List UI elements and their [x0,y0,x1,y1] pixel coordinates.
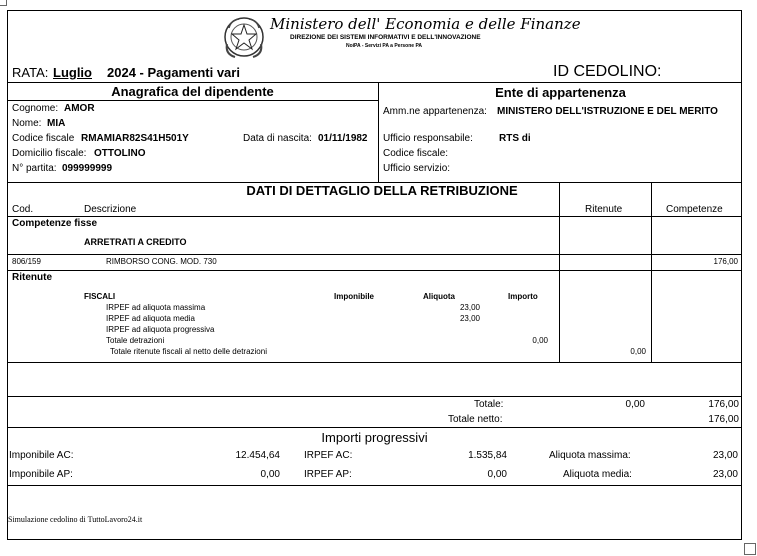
anagrafica-title: Anagrafica del dipendente [111,84,274,99]
aliquota-media-value: 23,00 [712,469,738,480]
irpef-ap-value: 0,00 [487,469,507,480]
ufficio-servizio-label: Ufficio servizio: [383,163,451,174]
nome-value: MIA [47,118,66,129]
data-nascita-label: Data di nascita: [243,133,312,144]
ministry-title: Ministero dell' Economia e delle Finanze [270,15,581,33]
totale-detrazioni-label: Totale detrazioni [106,336,165,345]
irpef-media-value: 23,00 [459,314,480,323]
totale-label: Totale: [474,399,504,410]
domicilio-value: OTTOLINO [94,148,146,159]
ufficio-responsabile-label: Ufficio responsabile: [383,133,473,144]
partita-value: 099999999 [62,163,113,174]
republic-emblem-icon [221,14,267,60]
data-nascita-value: 01/11/1982 [318,133,368,144]
totale-ritenute-value: 0,00 [625,399,645,410]
imponibile-ac-label: Imponibile AC: [9,450,74,461]
ente-title: Ente di appartenenza [495,85,626,100]
importo-col: Importo [508,292,538,301]
imponibile-ac-value: 12.454,64 [235,450,280,461]
dettaglio-title: DATI DI DETTAGLIO DELLA RETRIBUZIONE [246,183,518,198]
irpef-progressiva-label: IRPEF ad aliquota progressiva [106,325,215,334]
totale-ritenute-fiscali-value: 0,00 [630,347,646,356]
arretrati-subheading: ARRETRATI A CREDITO [84,237,187,247]
totale-netto-label: Totale netto: [448,414,503,425]
cognome-value: AMOR [64,103,95,114]
aliquota-massima-value: 23,00 [712,450,738,461]
irpef-ap-label: IRPEF AP: [304,469,352,480]
col-competenze-header: Competenze [666,204,723,215]
partita-label: N° partita: [12,163,57,174]
ufficio-responsabile-value: RTS di [499,133,531,144]
totale-detrazioni-value: 0,00 [532,336,548,345]
nome-label: Nome: [12,118,42,129]
irpef-ac-label: IRPEF AC: [304,450,353,461]
rata-label: RATA: [12,65,49,80]
resize-handle[interactable] [744,543,756,555]
domicilio-label: Domicilio fiscale: [12,148,87,159]
ente-codice-fiscale-label: Codice fiscale: [383,148,449,159]
aliquota-massima-label: Aliquota massima: [549,450,631,461]
ritenute-heading: Ritenute [12,272,52,283]
aliquota-media-label: Aliquota media: [563,469,632,480]
rata-month: Luglio [53,65,92,80]
row-code: 806/159 [12,257,41,266]
irpef-media-label: IRPEF ad aliquota media [106,314,195,323]
amministrazione-label: Amm.ne appartenenza: [383,106,487,117]
footer-note: Simulazione cedolino di TuttoLavoro24.it [8,515,143,524]
col-cod-header: Cod. [12,204,34,215]
irpef-max-label: IRPEF ad aliquota massima [106,303,206,312]
corner-marker [0,0,7,6]
directorate-text: DIREZIONE DEI SISTEMI INFORMATIVI E DELL'INNOVAZIONE [290,34,481,41]
competenze-fisse-heading: Competenze fisse [12,218,98,229]
noipa-subtitle: NoiPA - Servizi PA a Persone PA [346,43,423,49]
totale-ritenute-fiscali-label: Totale ritenute fiscali al netto delle detrazioni [110,347,267,356]
row-competenze-value: 176,00 [713,257,738,266]
row-description: RIMBORSO CONG. MOD. 730 [106,257,217,266]
col-descrizione-header: Descrizione [84,204,137,215]
amministrazione-value: MINISTERO DELL'ISTRUZIONE E DEL MERITO [497,106,718,117]
aliquota-col: Aliquota [423,292,455,301]
rata-description: 2024 - Pagamenti vari [107,65,240,80]
irpef-max-value: 23,00 [459,303,480,312]
irpef-ac-value: 1.535,84 [468,450,507,461]
id-cedolino-label: ID CEDOLINO: [553,63,662,80]
imponibile-col: Imponibile [334,292,374,301]
col-ritenute-header: Ritenute [585,204,623,215]
fiscali-heading: FISCALI [84,292,116,301]
totale-competenze-value: 176,00 [708,399,739,410]
progressivi-title: Importi progressivi [321,430,428,445]
imponibile-ap-label: Imponibile AP: [9,469,73,480]
totale-netto-value: 176,00 [708,414,739,425]
codice-fiscale-label: Codice fiscale [12,133,75,144]
imponibile-ap-value: 0,00 [260,469,280,480]
codice-fiscale-value: RMAMIAR82S41H501Y [81,133,189,144]
cognome-label: Cognome: [12,103,59,114]
